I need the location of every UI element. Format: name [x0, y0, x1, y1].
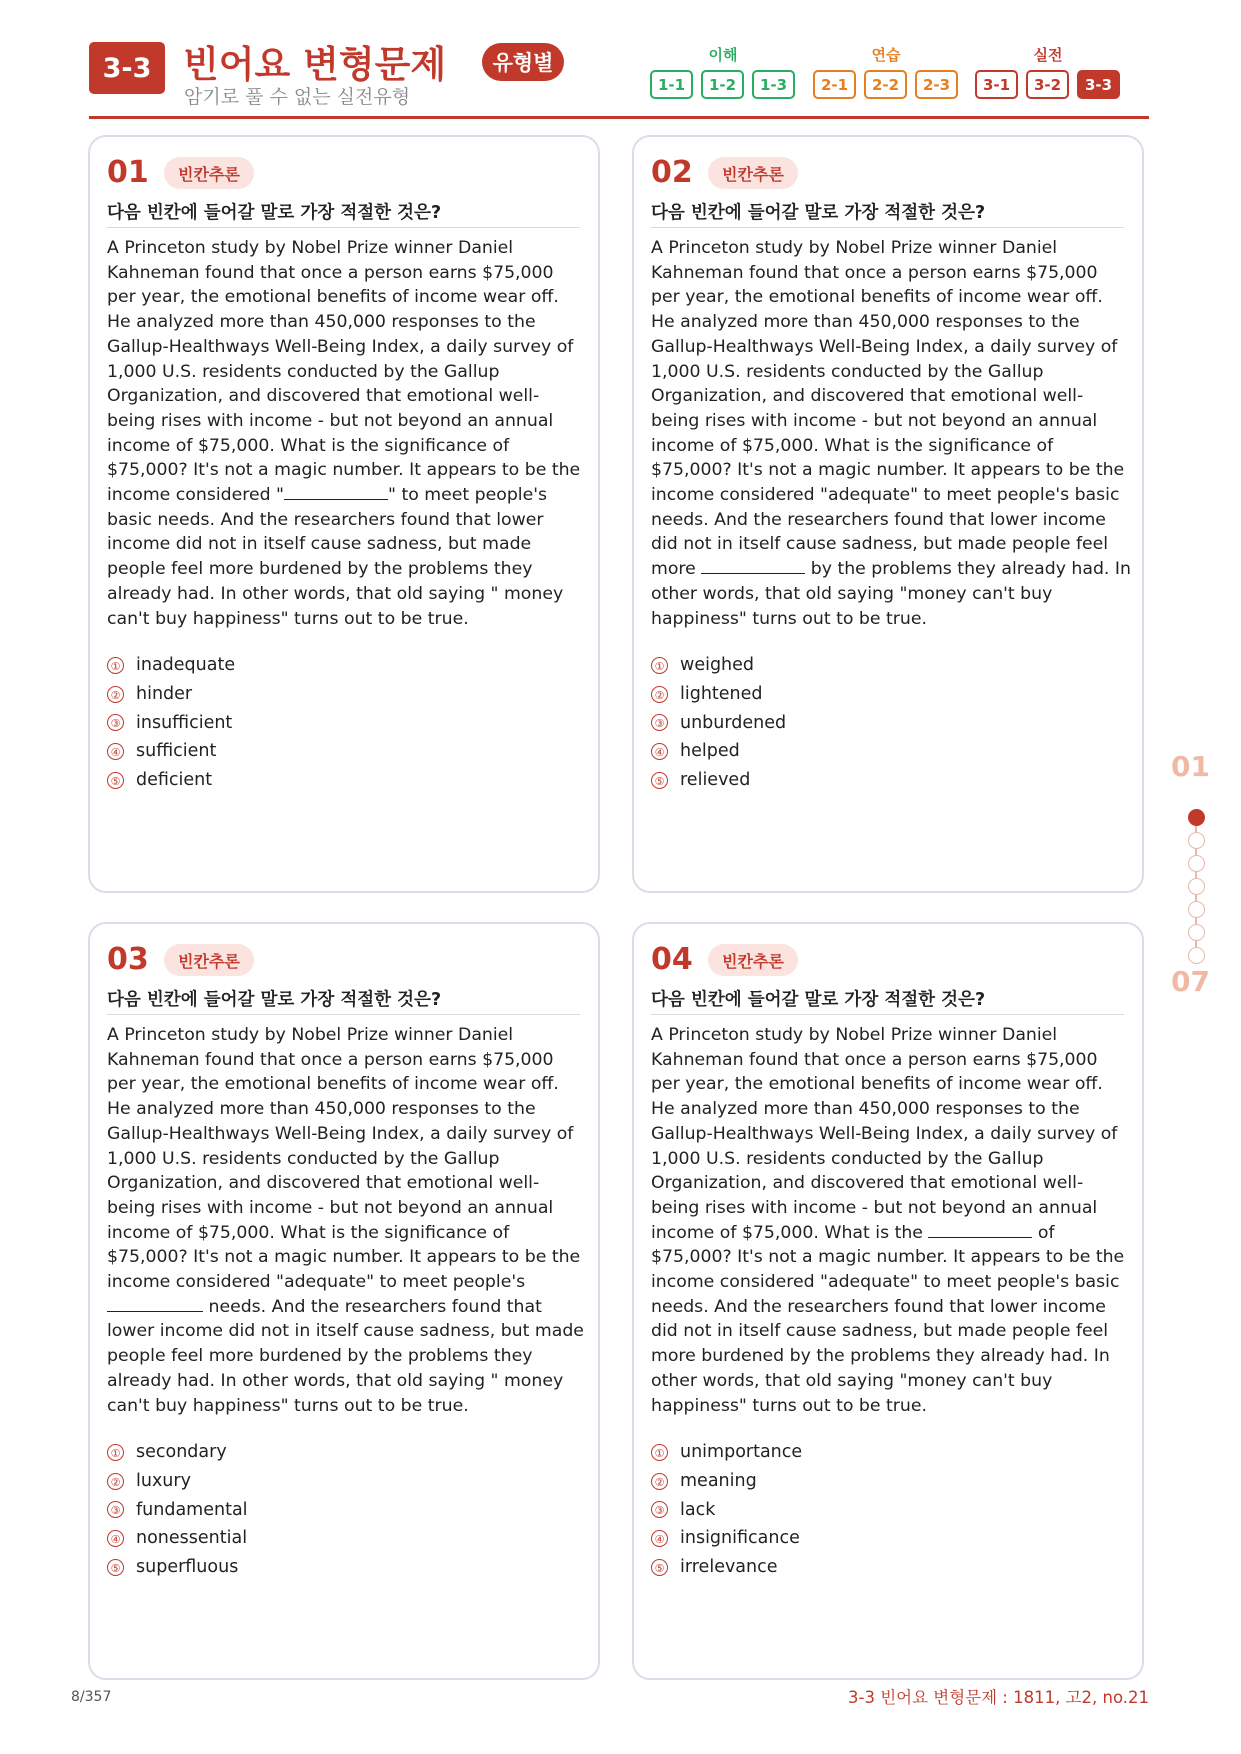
answer-blank [928, 1222, 1032, 1238]
question-number: 03 [107, 942, 149, 977]
answer-options [107, 1438, 248, 1581]
level-button-1-2[interactable]: 1-2 [701, 70, 744, 99]
answer-options [651, 1438, 802, 1581]
question-prompt: 다음 빈칸에 들어갈 말로 가장 적절한 것은? [107, 990, 442, 1010]
question-number: 01 [107, 155, 149, 190]
level-label: 실전 [1033, 46, 1063, 64]
header-divider [89, 116, 1149, 119]
option-text: deficient [136, 770, 213, 791]
question-card-02 [632, 135, 1144, 893]
question-type-tag: 빈칸추론 [164, 157, 254, 189]
level-button-2-1[interactable]: 2-1 [813, 70, 856, 99]
option-text: sufficient [136, 741, 217, 762]
nav-dot-active[interactable] [1188, 809, 1205, 826]
nav-end-number: 07 [1171, 965, 1210, 998]
footer-reference: 3-3 빈어요 변형문제 : 1811, 고2, no.21 [848, 1688, 1149, 1707]
option-text: lack [680, 1499, 716, 1520]
passage-text-before: A Princeton study by Nobel Prize winner Daniel Kahneman found that once a person earns $75,000 per year, the emotional benefits of income wear off. He analyzed more than 450,000 responses to the Gallup-Healthways Well-Being Index, a daily survey of 1,000 U.S. residents conducted by the Gallup Organization, and discovered that emotional well-being rises with income - but not beyond an annual income of $75,000. What is the significance of $75,000? It's not a magic number. It appears to be the income considered "adequate" to meet people's basic needs. And the researchers found that lower income did not in itself cause sadness, but made people feel more [651, 238, 1125, 580]
option-marker: ⑤ [651, 772, 668, 789]
prompt-divider [651, 1014, 1124, 1015]
page-title: 빈어요 변형문제 [183, 43, 447, 86]
option-item[interactable] [107, 680, 235, 709]
option-text: unimportance [680, 1442, 803, 1463]
question-card-01 [88, 135, 600, 893]
type-tag: 유형별 [482, 43, 564, 81]
option-marker: ① [651, 657, 668, 674]
option-marker: ① [651, 1444, 668, 1461]
question-prompt: 다음 빈칸에 들어갈 말로 가장 적절한 것은? [651, 203, 986, 223]
nav-dot[interactable] [1188, 924, 1205, 941]
nav-dot[interactable] [1188, 832, 1205, 849]
option-text: nonessential [136, 1528, 248, 1549]
passage-text-before: A Princeton study by Nobel Prize winner Daniel Kahneman found that once a person earns $75,000 per year, the emotional benefits of income wear off. He analyzed more than 450,000 responses to the Gallup-Healthways Well-Being Index, a daily survey of 1,000 U.S. residents conducted by the Gallup Organization, and discovered that emotional well-being rises with income - but not beyond an annual income of $75,000. What is the [651, 1025, 1118, 1243]
option-text: inadequate [136, 655, 236, 676]
option-item[interactable] [651, 1495, 802, 1524]
option-text: luxury [136, 1471, 191, 1492]
prompt-divider [107, 1014, 580, 1015]
answer-options [107, 651, 235, 794]
level-button-2-2[interactable]: 2-2 [864, 70, 907, 99]
option-marker: ⑤ [651, 1559, 668, 1576]
question-prompt: 다음 빈칸에 들어갈 말로 가장 적절한 것은? [107, 203, 442, 223]
question-passage [651, 1023, 1131, 1418]
option-text: hinder [136, 684, 193, 705]
option-text: lightened [680, 684, 763, 705]
question-type-tag: 빈칸추론 [708, 944, 798, 976]
option-item[interactable] [651, 737, 786, 766]
section-badge: 3-3 [89, 42, 165, 94]
nav-dot[interactable] [1188, 878, 1205, 895]
option-text: irrelevance [680, 1557, 778, 1578]
option-item[interactable] [651, 766, 786, 795]
question-card-04 [632, 922, 1144, 1680]
answer-blank [284, 484, 388, 500]
page-subtitle: 암기로 풀 수 없는 실전유형 [184, 86, 411, 108]
option-item[interactable] [651, 1553, 802, 1582]
prompt-divider [107, 227, 580, 228]
option-item[interactable] [107, 766, 235, 795]
option-item[interactable] [651, 680, 786, 709]
option-item[interactable] [651, 1438, 802, 1467]
level-button-1-3[interactable]: 1-3 [752, 70, 795, 99]
option-item[interactable] [107, 1467, 248, 1496]
level-button-3-2[interactable]: 3-2 [1026, 70, 1069, 99]
option-item[interactable] [107, 1495, 248, 1524]
option-marker: ④ [651, 743, 668, 760]
question-passage [107, 1023, 587, 1418]
option-marker: ③ [651, 714, 668, 731]
option-marker: ③ [107, 1501, 124, 1518]
question-type-tag: 빈칸추론 [164, 944, 254, 976]
option-text: weighed [680, 655, 755, 676]
option-text: insufficient [136, 712, 233, 733]
option-marker: ① [107, 657, 124, 674]
answer-blank [107, 1296, 203, 1312]
option-text: meaning [680, 1471, 757, 1492]
option-item[interactable] [651, 1524, 802, 1553]
question-number: 04 [651, 942, 693, 977]
nav-dot[interactable] [1188, 901, 1205, 918]
nav-dot[interactable] [1188, 855, 1205, 872]
option-marker: ④ [107, 1530, 124, 1547]
option-item[interactable] [107, 708, 235, 737]
option-item[interactable] [107, 1524, 248, 1553]
prompt-divider [651, 227, 1124, 228]
question-passage [651, 236, 1131, 631]
option-marker: ⑤ [107, 772, 124, 789]
nav-dot[interactable] [1188, 947, 1205, 964]
level-button-2-3[interactable]: 2-3 [915, 70, 958, 99]
level-label: 이해 [708, 46, 738, 64]
passage-text-after: of $75,000? It's not a magic number. It appears to be the income considered "adequate" to meet people's basic needs. And the researchers found that lower income did not in itself cause sadness, but made people feel more burdened by the problems they already had. In other words, that old saying "money can't buy happiness" turns out to be true. [651, 1222, 1125, 1416]
option-item[interactable] [107, 1553, 248, 1582]
level-button-3-1[interactable]: 3-1 [975, 70, 1018, 99]
question-passage [107, 236, 587, 631]
option-text: unburdened [680, 712, 787, 733]
option-marker: ⑤ [107, 1559, 124, 1576]
question-card-03 [88, 922, 600, 1680]
option-item[interactable] [651, 651, 786, 680]
option-text: superfluous [136, 1557, 239, 1578]
level-button-1-1[interactable]: 1-1 [650, 70, 693, 99]
answer-blank [701, 558, 805, 574]
nav-start-number: 01 [1171, 750, 1210, 783]
passage-text-before: A Princeton study by Nobel Prize winner Daniel Kahneman found that once a person earns $75,000 per year, the emotional benefits of income wear off. He analyzed more than 450,000 responses to the Gallup-Healthways Well-Being Index, a daily survey of 1,000 U.S. residents conducted by the Gallup Organization, and discovered that emotional well-being rises with income - but not beyond an annual income of $75,000. What is the significance of $75,000? It's not a magic number. It appears to be the income considered " [107, 238, 581, 506]
answer-options [651, 651, 786, 794]
option-text: relieved [680, 770, 751, 791]
option-item[interactable] [107, 1438, 248, 1467]
question-type-tag: 빈칸추론 [708, 157, 798, 189]
passage-text-after: needs. And the researchers found that lower income did not in itself cause sadness, but made people feel more burdened by the problems they already had. In other words, that old saying " money can't buy happiness" turns out to be true. [107, 1296, 584, 1416]
level-button-3-3[interactable]: 3-3 [1077, 70, 1120, 99]
option-item[interactable] [651, 1467, 802, 1496]
option-text: secondary [136, 1442, 227, 1463]
option-marker: ② [651, 686, 668, 703]
option-marker: ② [107, 1473, 124, 1490]
option-text: fundamental [136, 1499, 248, 1520]
option-text: helped [680, 741, 740, 762]
question-number: 02 [651, 155, 693, 190]
option-marker: ② [107, 686, 124, 703]
question-prompt: 다음 빈칸에 들어갈 말로 가장 적절한 것은? [651, 990, 986, 1010]
option-text: insignificance [680, 1528, 800, 1549]
option-marker: ② [651, 1473, 668, 1490]
level-label: 연습 [871, 46, 901, 64]
option-item[interactable] [107, 737, 235, 766]
page-number: 8/357 [71, 1689, 112, 1705]
option-marker: ① [107, 1444, 124, 1461]
option-marker: ③ [107, 714, 124, 731]
option-item[interactable] [107, 651, 235, 680]
option-item[interactable] [651, 708, 786, 737]
option-marker: ④ [651, 1530, 668, 1547]
option-marker: ③ [651, 1501, 668, 1518]
passage-text-after: " to meet people's basic needs. And the researchers found that lower income did not in itself cause sadness, but made people feel more burdened by the problems they already had. In other words, that old saying " money can't buy happiness" turns out to be true. [107, 485, 564, 629]
passage-text-after: by the problems they already had. In other words, that old saying "money can't buy happiness" turns out to be true. [651, 559, 1131, 629]
option-marker: ④ [107, 743, 124, 760]
passage-text-before: A Princeton study by Nobel Prize winner Daniel Kahneman found that once a person earns $75,000 per year, the emotional benefits of income wear off. He analyzed more than 450,000 responses to the Gallup-Healthways Well-Being Index, a daily survey of 1,000 U.S. residents conducted by the Gallup Organization, and discovered that emotional well-being rises with income - but not beyond an annual income of $75,000. What is the significance of $75,000? It's not a magic number. It appears to be the income considered "adequate" to meet people's [107, 1025, 581, 1293]
